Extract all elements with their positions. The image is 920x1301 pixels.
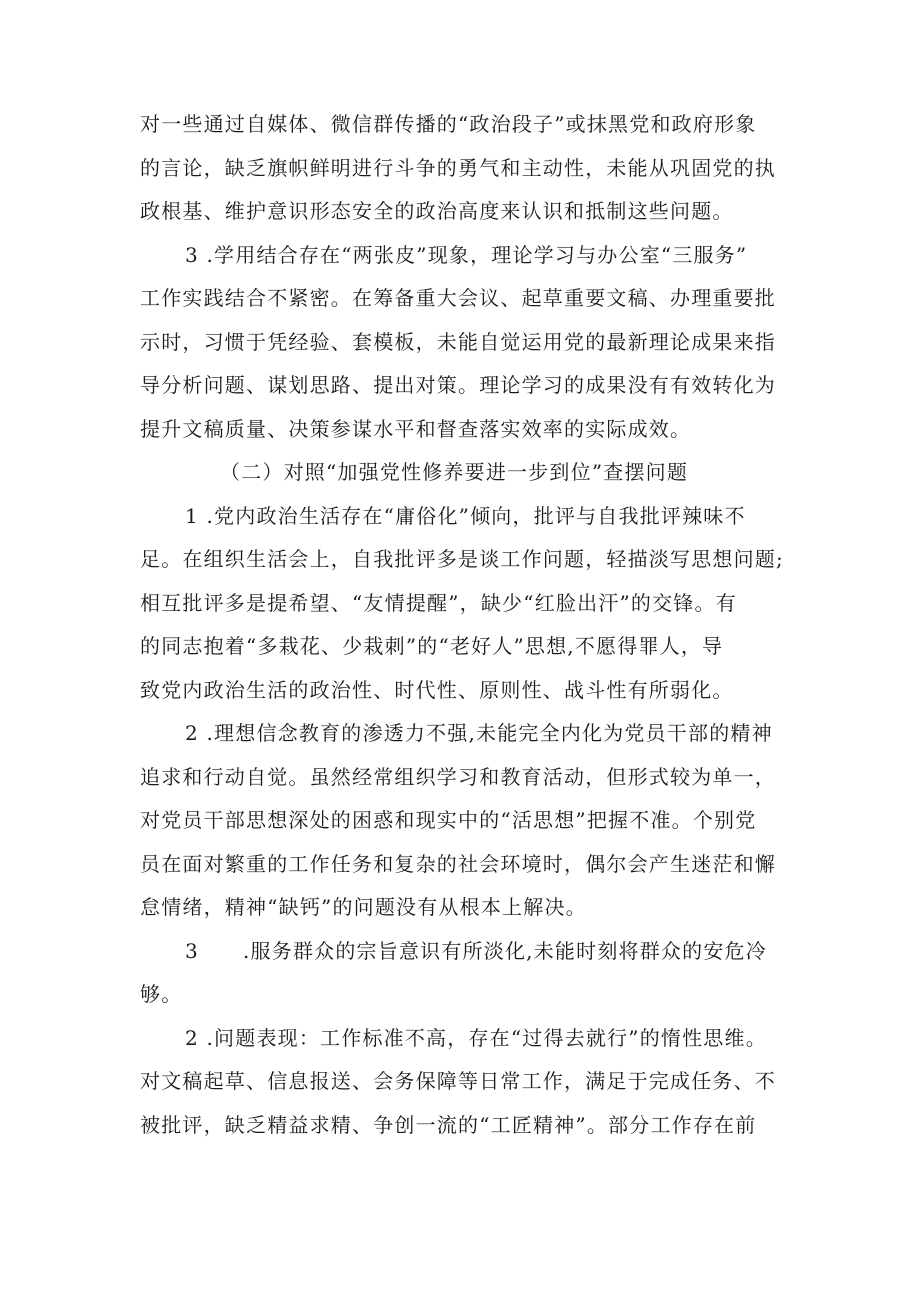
paragraph-start-line: 1 .党内政治生活存在“庸俗化”倾向，批评与自我批评辣味不 <box>185 503 746 528</box>
text-line: 的言论，缺乏旗帜鲜明进行斗争的勇气和主动性，未能从巩固党的执 <box>140 155 776 180</box>
text-line: 导分析问题、谋划思路、提出对策。理论学习的成果没有有效转化为 <box>140 373 776 397</box>
text-line: 被批评，缺乏精益求精、争创一流的“工匠精神”。部分工作存在前 <box>140 1112 757 1137</box>
text-line: 怠情绪，精神“缺钙”的问题没有从根本上解决。 <box>140 895 587 919</box>
paragraph-start-line: 2 .问题表现：工作标准不高，存在“过得去就行”的惰性思维。 <box>185 1025 767 1050</box>
text-line: 追求和行动自觉。虽然经常组织学习和教育活动，但形式较为单一， <box>140 764 776 789</box>
text-line: 足。在组织生活会上，自我批评多是谈工作问题，轻描淡写思想问题; <box>140 547 784 571</box>
paragraph-start-line: 2 .理想信念教育的渗透力不强,未能完全内化为党员干部的精神 <box>185 721 773 745</box>
text-line: 对一些通过自媒体、微信群传播的“政治段子”或抹黑党和政府形象 <box>140 112 757 136</box>
text-line: 工作实践结合不紧密。在筹备重大会议、起草重要文稿、办理重要批 <box>140 286 776 310</box>
text-line: 示时，习惯于凭经验、套模板，未能自觉运用党的最新理论成果来指 <box>140 329 776 354</box>
text-line: 相互批评多是提希望、“友情提醒”，缺少“红脸出汗”的交锋。有 <box>140 590 737 615</box>
paragraph-start-line <box>140 930 800 974</box>
text-line: 对党员干部思想深处的困惑和现实中的“活思想”把握不准。个别党 <box>140 808 757 832</box>
text-line: 致党内政治生活的政治性、时代性、原则性、战斗性有所弱化。 <box>140 677 734 702</box>
section-heading: （二）对照“加强党性修养要进一步到位”查摆问题 <box>220 460 689 484</box>
text-line: 对文稿起草、信息报送、会务保障等日常工作，满足于完成任务、不 <box>140 1069 776 1093</box>
document-body <box>140 103 800 1147</box>
text-line: 够。 <box>140 982 183 1006</box>
paragraph-start-line: 3 .学用结合存在“两张皮”现象，理论学习与办公室“三服务” <box>185 242 748 267</box>
text-line: 政根基、维护意识形态安全的政治高度来认识和抵制这些问题。 <box>140 199 734 223</box>
text-span: .服务群众的宗旨意识有所淡化,未能时刻将群众的安危冷 <box>243 938 767 963</box>
text-line: 提升文稿质量、决策参谋水平和督查落实效率的实际成效。 <box>140 416 692 441</box>
text-line: 员在面对繁重的工作任务和复杂的社会环境时，偶尔会产生迷茫和懈 <box>140 851 776 876</box>
text-line: 的同志抱着“多栽花、少栽刺”的“老好人”思想,不愿得罪人，导 <box>140 634 724 658</box>
list-number: 3 <box>185 938 199 963</box>
